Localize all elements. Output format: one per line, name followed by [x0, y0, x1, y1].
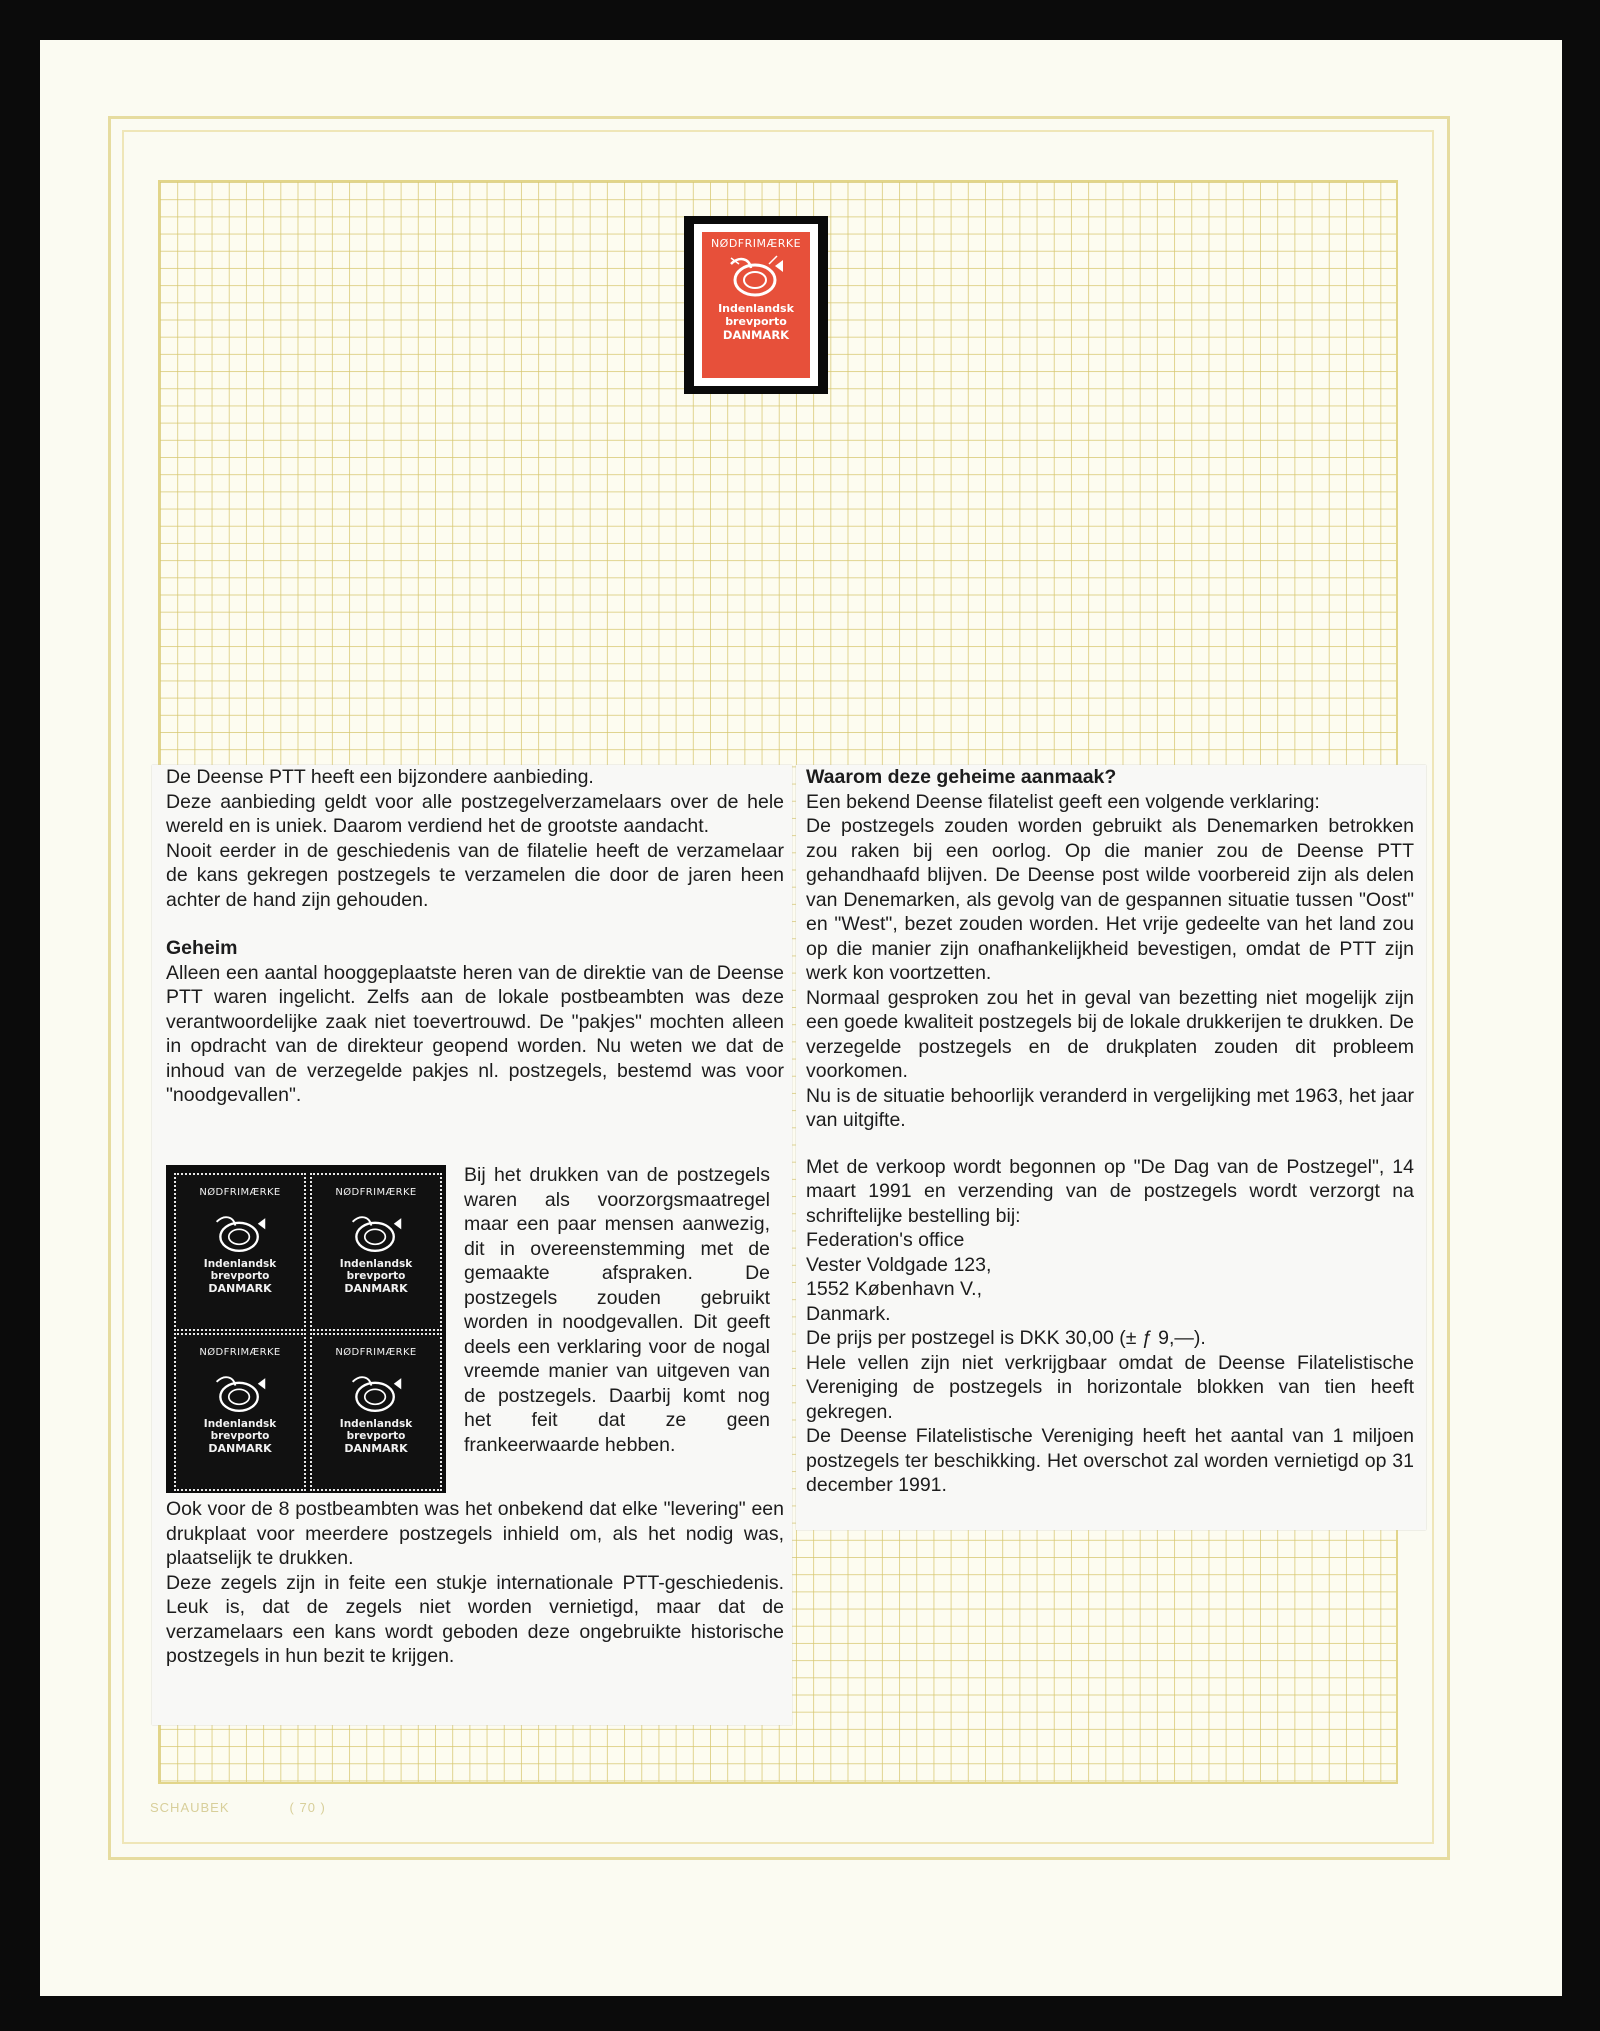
- block-stamp-line-1: Indenlandsk: [339, 1417, 413, 1430]
- album-footer: [150, 1800, 326, 1815]
- block-stamp-header: NØDFRIMÆRKE: [335, 1347, 417, 1358]
- block-stamp: [174, 1173, 306, 1331]
- side-text: Bij het drukken van de postzegels waren als voorzorgsmaatregel maar een paar mensen aanwezig, dit in overeenstemming met de gemaakte afspraken. De postzegels zouden gebruikt worden in noodgevallen. Dit geeft deels een verklaring voor de nogal vreemde manier van uitgeven van de postzegels. Daarbij komt nog het feit dat ze geen frankeerwaarde hebben.: [464, 1164, 770, 1456]
- block-stamp-line-2: brevporto: [346, 1429, 406, 1442]
- posthorn-icon: [725, 254, 787, 300]
- block-stamp-header: NØDFRIMÆRKE: [199, 1347, 281, 1358]
- intro-line-2: Deze aanbieding geldt voor alle postzegelverzamelaars over de hele wereld en is uniek. Daarom verdiend het de grootste aandacht.: [166, 790, 784, 837]
- block-stamp-header: NØDFRIMÆRKE: [335, 1187, 417, 1198]
- block-stamp: [310, 1333, 442, 1491]
- geheim-text: Alleen een aantal hooggeplaatste heren van de direktie van de Deense PTT waren ingelicht. Zelfs aan de lokale postbeambten was deze verantwoordelijke zaak niet toevertrouwd. De "pakjes" mochten alleen in opdracht van de direkteur geopend worden. Nu weten we dat de inhoud van de verzegelde pakjes nl. postzegels, bestemd was voor "noodgevallen".: [166, 961, 784, 1106]
- address-line-2: Vester Voldgade 123,: [806, 1253, 992, 1276]
- newspaper-clipping-left: [152, 765, 792, 1725]
- right-para-4: Nu is de situatie behoorlijk veranderd in vergelijking met 1963, het jaar van uitgifte.: [806, 1084, 1414, 1131]
- right-para-3: Normaal gesproken zou het in geval van bezetting niet mogelijk zijn een goede kwaliteit postzegels bij de lokale drukkerijen te drukken. De verzegelde postzegels en de drukplaten zouden dit probleem voorkomen.: [806, 986, 1414, 1082]
- stamp-line-1: Indenlandsk: [718, 302, 794, 315]
- address-line-3: 1552 København V.,: [806, 1278, 983, 1300]
- price-line: De prijs per postzegel is DKK 30,00 (± ƒ 9,—).: [806, 1327, 1206, 1349]
- right-para-1: Een bekend Deense filatelist geeft een volgende verklaring:: [806, 790, 1320, 813]
- address-line-4: Danmark.: [806, 1302, 891, 1325]
- closing-text: [166, 1497, 784, 1669]
- right-para-6: Hele vellen zijn niet verkrijgbaar omdat de Deense Filatelistische Vereniging de postzegels in horizontale blokken van tien heeft gekregen.: [806, 1351, 1414, 1423]
- block-stamp-line-3: DANMARK: [208, 1441, 272, 1455]
- block-stamp-line-1: Indenlandsk: [203, 1417, 277, 1430]
- block-stamp-line-2: brevporto: [346, 1269, 406, 1282]
- newspaper-clipping-right: [796, 765, 1426, 1530]
- block-stamp-line-1: Indenlandsk: [203, 1257, 277, 1270]
- right-para-5: Met de verkoop wordt begonnen op "De Dag van de Postzegel", 14 maart 1991 en verzending van de postzegels wordt verzorgt na schriftelijke bestelling bij:: [806, 1155, 1414, 1227]
- block-stamp-header: NØDFRIMÆRKE: [199, 1187, 281, 1198]
- block-stamp-line-3: DANMARK: [344, 1281, 408, 1295]
- footer-brand: SCHAUBEK: [150, 1800, 230, 1815]
- heading-geheim: Geheim: [166, 937, 238, 959]
- intro-line-1: De Deense PTT heeft een bijzondere aanbieding.: [166, 766, 594, 788]
- right-para-2: De postzegels zouden worden gebruikt als Denemarken betrokken zou raken bij een oorlog. Op die manier zou de Deense PTT gehandhaafd blijven. De Deense post wilde voorbereid zijn als delen van Denemarken, als gevolg van de gespannen situatie tussen "Oost" en "West", bezet zouden worden. Het vrije gedeelte van het land zou op die manier zijn onafhankelijkheid bevestigen, omdat de PTT zijn werk kon voortzetten.: [806, 815, 1414, 984]
- posthorn-icon: [211, 1372, 269, 1416]
- heading-waarom: Waarom deze geheime aanmaak?: [806, 766, 1117, 788]
- stamp-red-single: [694, 224, 818, 386]
- posthorn-icon: [347, 1212, 405, 1256]
- block-stamp-line-3: DANMARK: [344, 1441, 408, 1455]
- clipping-left-text: [166, 765, 784, 1108]
- clipping-right-text: [806, 765, 1414, 1498]
- stamp-header: NØDFRIMÆRKE: [710, 237, 802, 250]
- footer-page-number: ( 70 ): [289, 1800, 326, 1815]
- address-line-1: Federation's office: [806, 1229, 965, 1251]
- intro-line-3: Nooit eerder in de geschiedenis van de filatelie heeft de verzamelaar de kans gekregen postzegels te verzamelen die door de jaren heen achter de hand zijn gehouden.: [166, 839, 784, 911]
- stamp-line-2: brevporto: [725, 315, 787, 328]
- block-stamp: [310, 1173, 442, 1331]
- block-stamp: [174, 1333, 306, 1491]
- posthorn-icon: [211, 1212, 269, 1256]
- block-stamp-line-1: Indenlandsk: [339, 1257, 413, 1270]
- right-para-7: De Deense Filatelistische Vereniging heeft het aantal van 1 miljoen postzegels ter beschikking. Het overschot zal worden vernietigd op 31 december 1991.: [806, 1425, 1414, 1496]
- block-stamp-line-3: DANMARK: [208, 1281, 272, 1295]
- side-column-text: [464, 1163, 770, 1457]
- stamp-line-3: DANMARK: [722, 328, 790, 342]
- block-stamp-line-2: brevporto: [210, 1429, 270, 1442]
- stamp-mount: [684, 216, 828, 394]
- stamp-field: [702, 232, 810, 378]
- closing-para-1: Ook voor de 8 postbeambten was het onbekend dat elke "levering" een drukplaat voor meerdere postzegels inhield om, als het nodig was, plaatselijk te drukken.: [166, 1498, 784, 1569]
- posthorn-icon: [347, 1372, 405, 1416]
- block-stamp-line-2: brevporto: [210, 1269, 270, 1282]
- stamp-block-of-four: [166, 1165, 446, 1493]
- closing-para-2: Deze zegels zijn in feite een stukje internationale PTT-geschiedenis. Leuk is, dat de zegels niet worden vernietigd, maar dat de verzamelaars een kans wordt geboden deze ongebruikte historische postzegels in hun bezit te krijgen.: [166, 1571, 784, 1667]
